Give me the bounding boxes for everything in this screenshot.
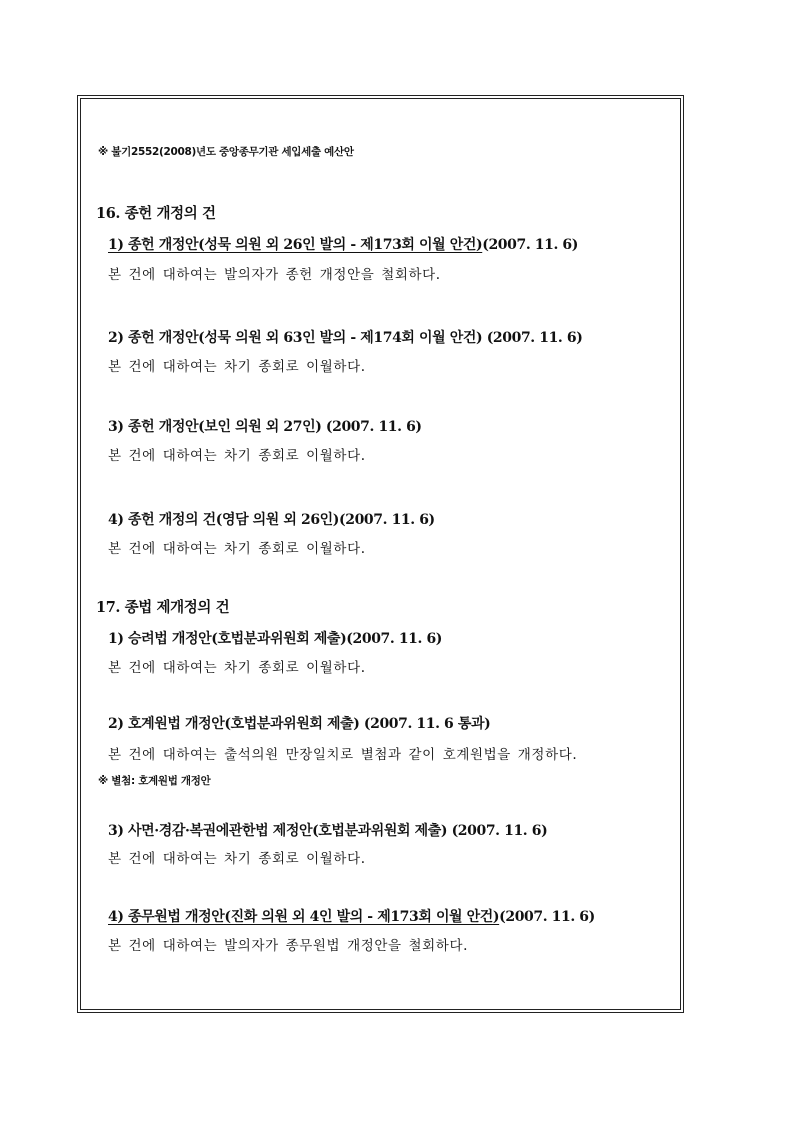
- item-17-4-date: (2007. 11. 6): [499, 909, 595, 925]
- item-17-4-title: [108, 910, 595, 924]
- item-16-1-body: 본 건에 대하여는 발의자가 종헌 개정안을 철회하다.: [108, 267, 441, 283]
- attachment-note: ※ 별첨: 호계원법 개정안: [98, 775, 211, 787]
- item-17-1-title: 1) 승려법 개정안(호법분과위원회 제출)(2007. 11. 6): [108, 631, 443, 647]
- section-16-heading: 16. 종헌 개정의 건: [96, 205, 216, 222]
- item-16-1-title: [108, 238, 578, 252]
- item-17-2-title: 2) 호계원법 개정안(호법분과위원회 제출) (2007. 11. 6 통과): [108, 716, 491, 732]
- item-17-1-body: 본 건에 대하여는 차기 종회로 이월하다.: [108, 660, 366, 676]
- item-16-3-title: 3) 종헌 개정안(보인 의원 외 27인) (2007. 11. 6): [108, 419, 422, 435]
- item-16-3-body: 본 건에 대하여는 차기 종회로 이월하다.: [108, 448, 366, 464]
- item-16-2-title: 2) 종헌 개정안(성묵 의원 외 63인 발의 - 제174회 이월 안건) (2007. 11. 6): [108, 330, 583, 346]
- item-16-4-title: 4) 종헌 개정의 건(영담 의원 외 26인)(2007. 11. 6): [108, 512, 435, 528]
- item-16-1-title-main: 1) 종헌 개정안(성묵 의원 외 26인 발의 - 제173회 이월 안건): [108, 237, 483, 253]
- item-16-1-date: (2007. 11. 6): [482, 237, 578, 253]
- item-16-4-body: 본 건에 대하여는 차기 종회로 이월하다.: [108, 541, 366, 557]
- item-17-3-title: 3) 사면·경감·복권에관한법 제정안(호법분과위원회 제출) (2007. 11. 6): [108, 823, 548, 839]
- item-17-4-title-main: 4) 종무원법 개정안(진화 의원 외 4인 발의 - 제173회 이월 안건): [108, 909, 500, 925]
- item-17-2-body: 본 건에 대하여는 출석의원 만장일치로 별첨과 같이 호계원법을 개정하다.: [108, 747, 578, 763]
- budget-note: ※ 불기2552(2008)년도 중앙종무기관 세입세출 예산안: [98, 146, 354, 158]
- item-17-4-body: 본 건에 대하여는 발의자가 종무원법 개정안을 철회하다.: [108, 938, 468, 954]
- item-16-2-body: 본 건에 대하여는 차기 종회로 이월하다.: [108, 359, 366, 375]
- section-17-heading: 17. 종법 제개정의 건: [96, 599, 230, 616]
- item-17-3-body: 본 건에 대하여는 차기 종회로 이월하다.: [108, 851, 366, 867]
